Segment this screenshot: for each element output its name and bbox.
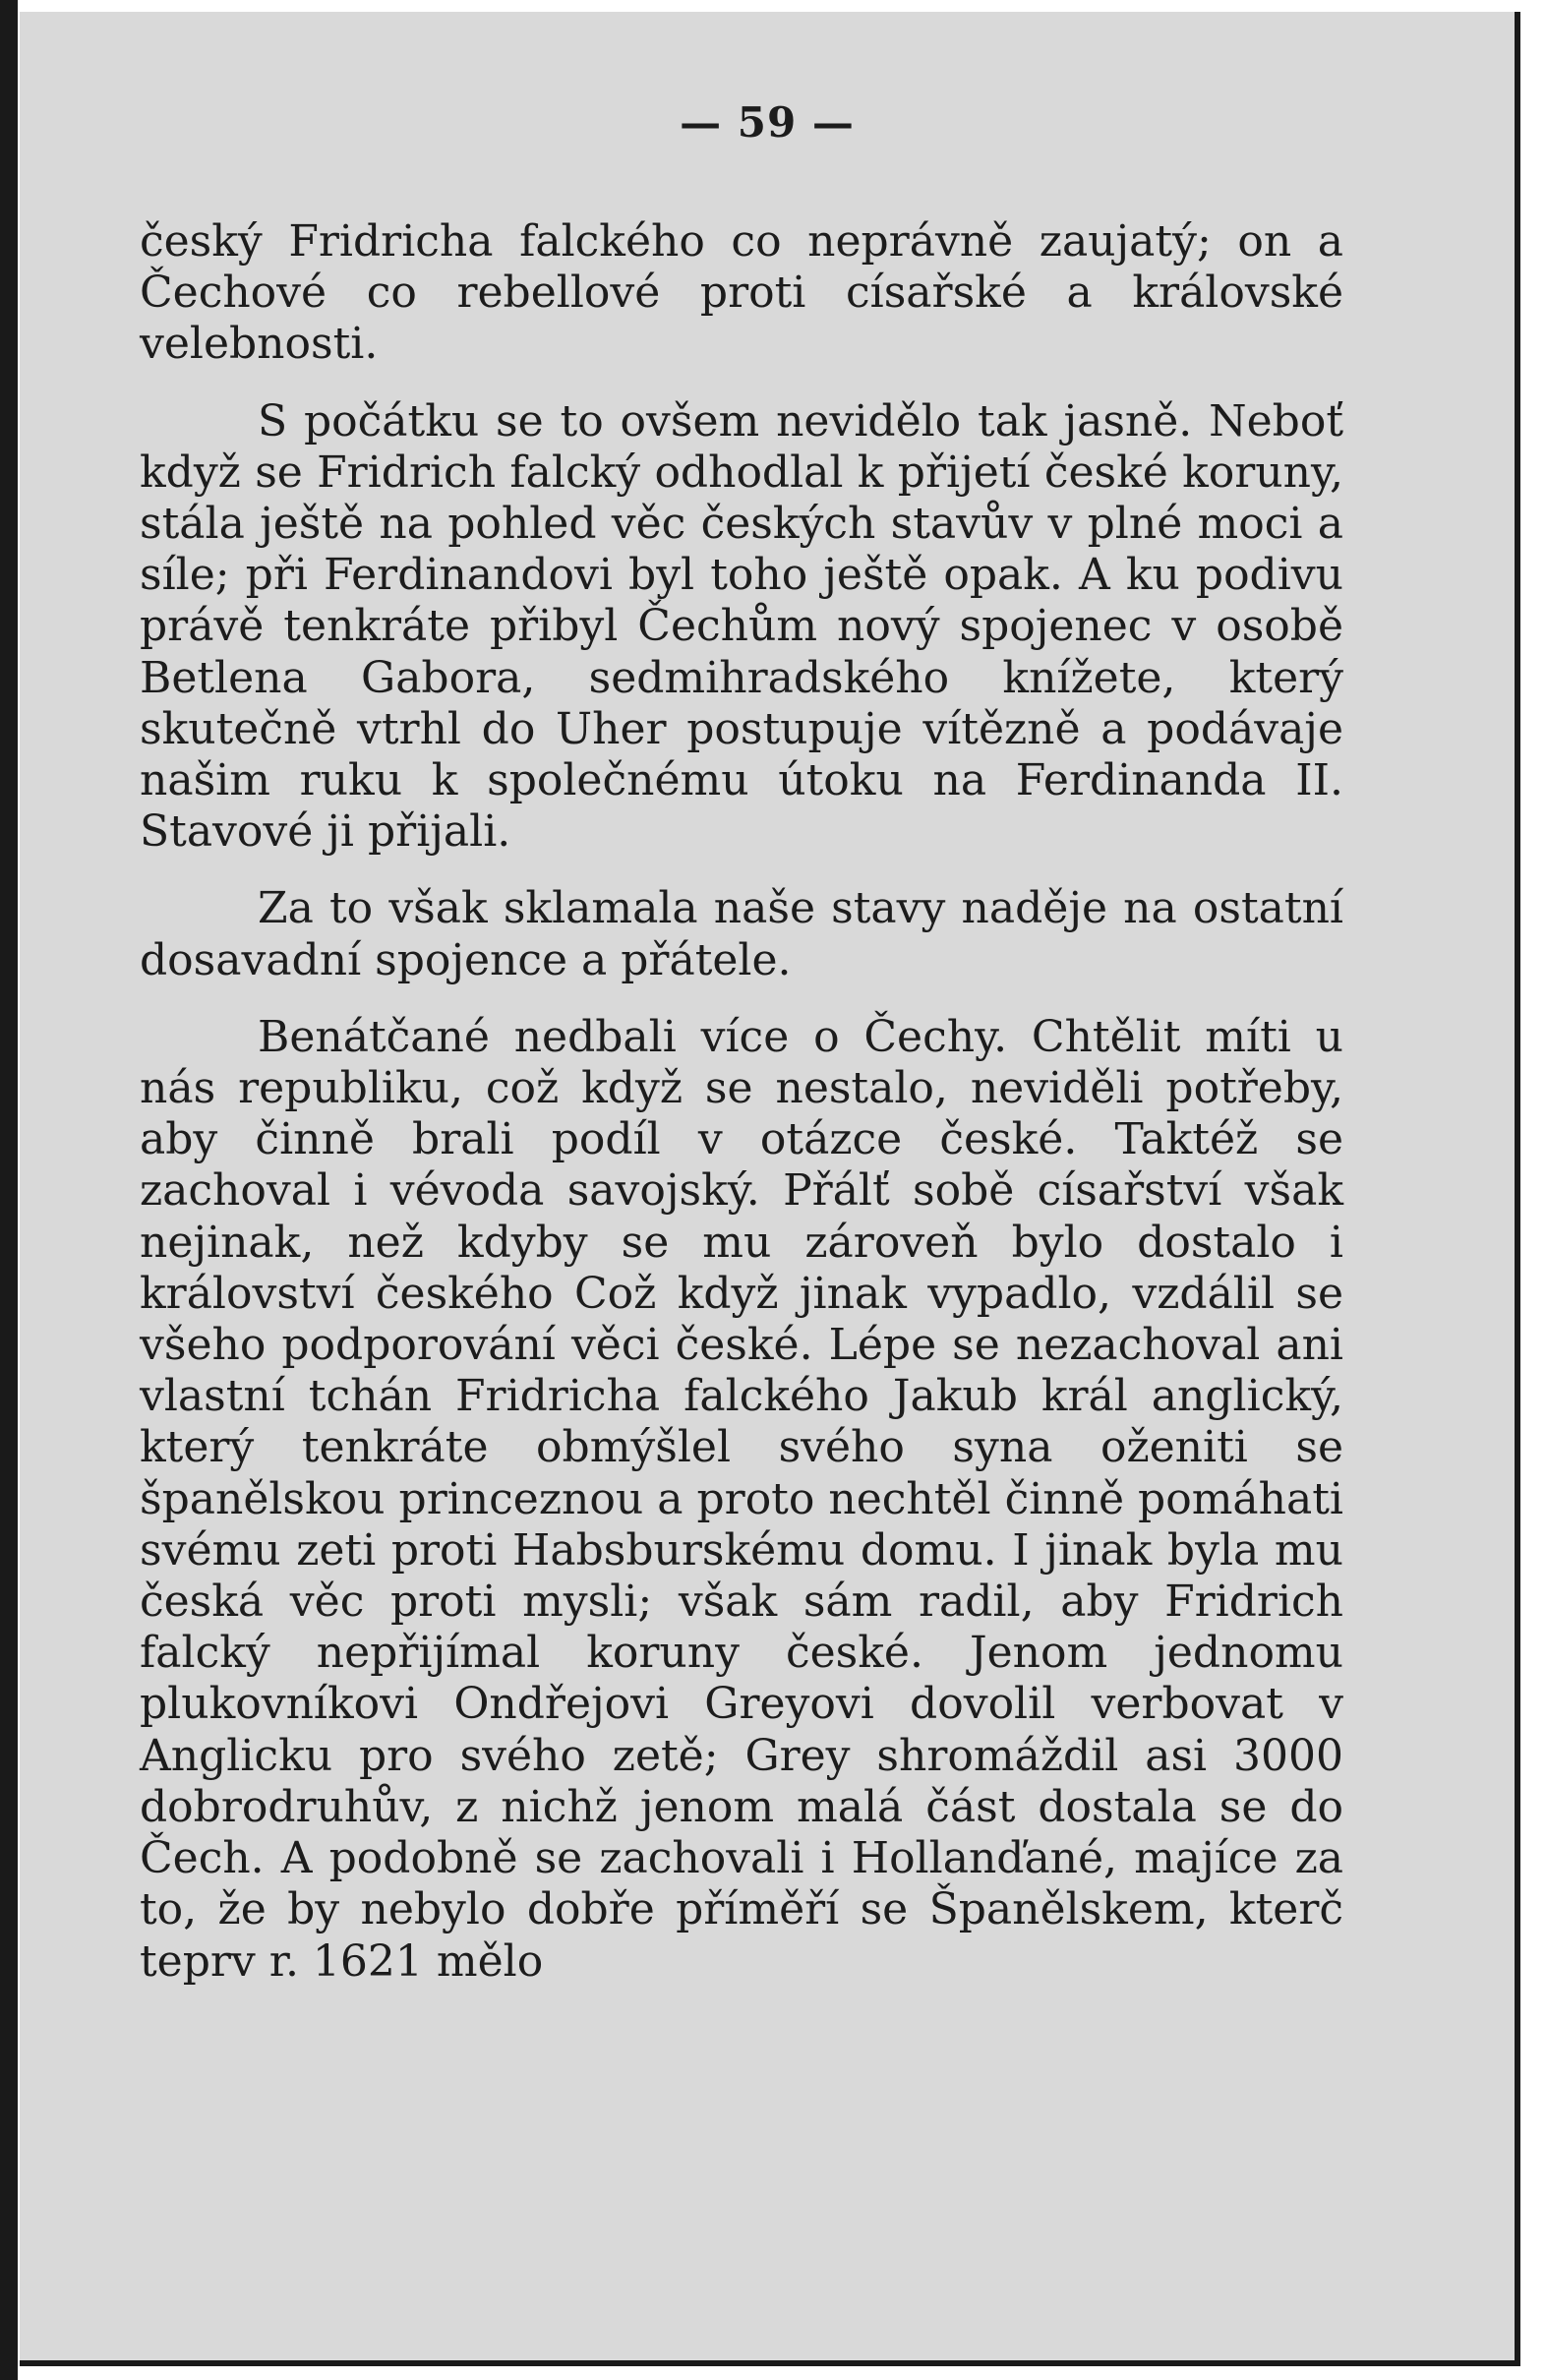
paragraph-3: Za to však sklamala naše stavy naděje na ostatní dosavadní spojence a přátele. — [140, 883, 1343, 985]
paragraph-2: S počátku se to ovšem nevidělo tak jasně. Neboť když se Fridrich falcký odhodlal k přijetí české koruny, stála ještě na pohled věc českých stavův v plné moci a síle; při Ferdinandovi byl toho ještě opak. A ku podivu právě tenkráte přibyl Čechům nový spojenec v osobě Betlena Gabora, sedmihradského knížete, který skutečně vtrhl do Uher postupuje vítězně a podávaje našim ruku k společnému útoku na Ferdinanda II. Stavové ji přijali. — [140, 395, 1343, 858]
paragraph-1: český Fridricha falckého co neprávně zaujatý; on a Čechové co rebellové proti císařské a královské velebnosti. — [140, 216, 1343, 370]
body-text — [140, 216, 1343, 1988]
scan-left-edge — [0, 0, 18, 2380]
page-number: — 59 — — [680, 98, 855, 147]
paragraph-4: Benátčané nedbali více o Čechy. Chtělit míti u nás republiku, což když se nestalo, neviděli potřeby, aby činně brali podíl v otázce české. Taktéž se zachoval i vévoda savojský. Přálť sobě císařství však nejinak, než kdyby se mu zároveň bylo dostalo i království českého Což když jinak vypadlo, vzdálil se všeho podporování věci české. Lépe se nezachoval ani vlastní tchán Fridricha falckého Jakub král anglický, který tenkráte obmýšlel svého syna oženiti se španělskou princeznou a proto nechtěl činně pomáhati svému zeti proti Habsburskému domu. I jinak byla mu česká věc proti mysli; však sám radil, aby Fridrich falcký nepřijímal koruny české. Jenom jednomu plukovníkovi Ondřejovi Greyovi dovolil verbovat v Anglicku pro svého zetě; Grey shromáždil asi 3000 dobrodruhův, z nichž jenom malá část dostala se do Čech. A podobně se zachovali i Hollanďané, majíce za to, že by nebylo dobře příměří se Španělskem, kterč teprv r. 1621 mělo — [140, 1011, 1343, 1987]
book-page — [20, 12, 1520, 2366]
